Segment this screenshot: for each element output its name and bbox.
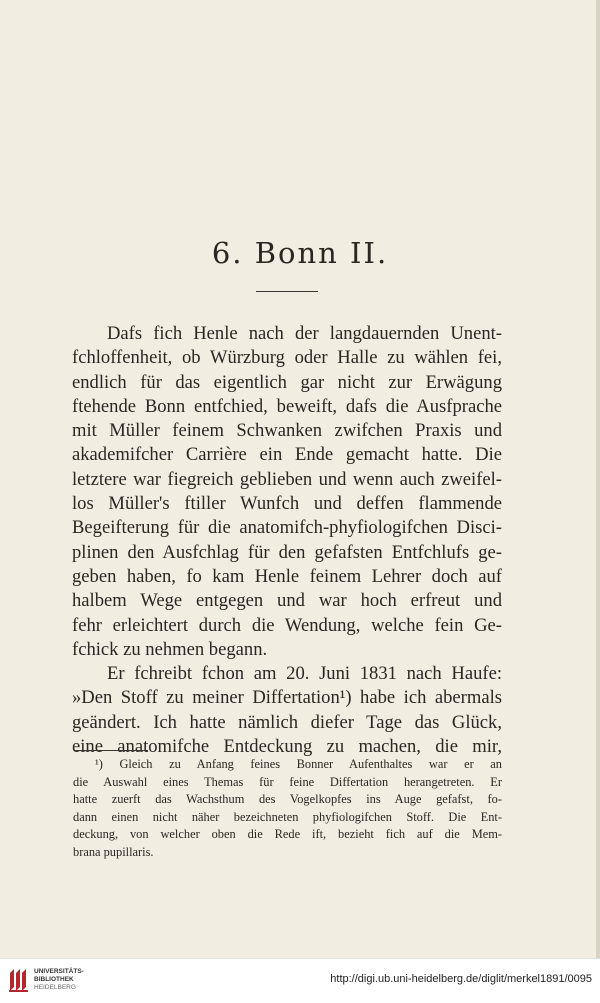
source-url-link[interactable]: http://digi.ub.uni-heidelberg.de/diglit/merkel1891/0095 [330,973,592,985]
chapter-title: 6. Bonn II. [211,236,389,270]
logo-line: BIBLIOTHEK [34,976,74,983]
body-line: geändert. Ich hatte nämlich diefer Tage das Glück, [72,711,502,733]
footnote-line: deckung, von welcher oben die Rede ift, bezieht fich auf die Mem- [73,827,502,842]
body-line: fchick zu nehmen begann. [72,638,268,660]
footnote-line: brana pupillaris. [73,844,154,859]
body-line: »Den Stoff zu meiner Differtation¹) habe ich abermals [72,687,502,709]
library-logo-icon [8,967,30,993]
body-line: ftehende Bonn entfchied, beweift, dafs die Ausfprache [72,395,502,417]
footnote-rule [74,750,148,751]
footnote-line: die Auswahl eines Themas für feine Differtation herangetreten. Er [73,774,502,789]
body-line: Dafs fich Henle nach der langdauernden Unent- [107,323,502,344]
logo-line: UNIVERSITÄTS- [34,968,84,975]
body-line: akademifcher Carrière ein Ende gemacht hatte. Die [72,444,502,466]
body-line: plinen den Ausfchlag für den gefafsten Entfchlufs ge- [72,541,502,563]
footnote-line: ¹) Gleich zu Anfang feines Bonner Aufenthaltes war er an [95,757,502,771]
body-line: fchloffenheit, ob Würzburg oder Halle zu wählen fei, [72,347,502,369]
body-line: halbem Wege entgegen und war hoch erfreut und [72,590,502,612]
body-line: mit Müller feinem Schwanken zwifchen Praxis und [72,420,502,442]
body-line: letztere war fiegreich geblieben und wenn auch zweifel- [72,468,502,490]
body-line: eine anatomifche Entdeckung zu machen, die mir, [72,736,502,758]
footnote [73,756,502,862]
title-rule [256,291,318,292]
body-line: geben haben, fo kam Henle feinem Lehrer doch auf [72,565,502,587]
body-line: Begeifterung für die anatomifch-phyfiologifchen Disci- [72,517,502,539]
body-line: Er fchreibt fchon am 20. Juni 1831 nach Haufe: [107,663,502,685]
footnote-line: hatte zuerft das Wachsthum des Vogelkopfes ins Auge gefafst, fo- [73,792,502,807]
footnote-line: dann einen nicht näher bezeichneten phyfiologifchen Stoff. Die Ent- [73,809,502,824]
body-text [72,322,502,759]
logo-line: HEIDELBERG [34,984,76,991]
library-logo-text [34,968,84,992]
body-line: los Müller's ftiller Wunfch und deffen flammende [72,493,502,515]
body-line: endlich für das eigentlich gar nicht zur Erwägung [72,371,502,393]
body-line: fehr erleichtert durch die Wendung, welche fein Ge- [72,614,502,636]
viewer-footer [0,958,600,1003]
